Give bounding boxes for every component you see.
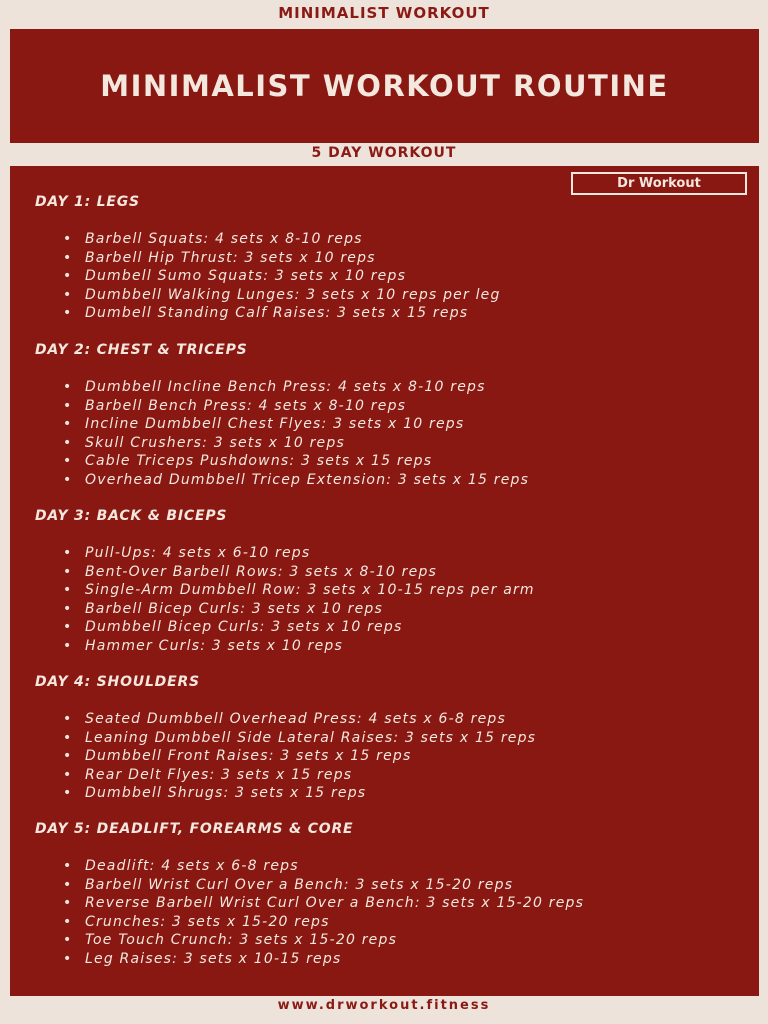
list-item: • Toe Touch Crunch: 3 sets x 15-20 reps	[35, 931, 735, 950]
day-2-section	[35, 341, 735, 489]
day-heading: DAY 5: DEADLIFT, FOREARMS & CORE	[35, 821, 354, 837]
top-label: MINIMALIST WORKOUT	[278, 4, 490, 22]
list-item: • Dumbbell Incline Bench Press: 4 sets x 8-10 reps	[35, 378, 735, 397]
list-item: • Dumbell Sumo Squats: 3 sets x 10 reps	[35, 267, 735, 286]
list-item: • Single-Arm Dumbbell Row: 3 sets x 10-15 reps per arm	[35, 581, 735, 600]
list-item: • Seated Dumbbell Overhead Press: 4 sets x 6-8 reps	[35, 710, 735, 729]
day-1-section	[35, 193, 735, 323]
list-item: • Leaning Dumbbell Side Lateral Raises: 3 sets x 15 reps	[35, 729, 735, 748]
day-heading: DAY 4: SHOULDERS	[35, 674, 200, 690]
list-item: • Leg Raises: 3 sets x 10-15 reps	[35, 950, 735, 969]
list-item: • Dumbbell Bicep Curls: 3 sets x 10 reps	[35, 618, 735, 637]
list-item: • Dumbbell Shrugs: 3 sets x 15 reps	[35, 784, 735, 803]
website-footer: www.drworkout.fitness	[277, 998, 491, 1013]
list-item: • Pull-Ups: 4 sets x 6-10 reps	[35, 544, 735, 563]
day-3-section	[35, 507, 735, 655]
exercise-list	[35, 710, 735, 803]
list-item: • Barbell Bench Press: 4 sets x 8-10 reps	[35, 397, 735, 416]
page-title: MINIMALIST WORKOUT ROUTINE	[100, 68, 669, 103]
brand-badge: Dr Workout	[571, 172, 747, 195]
list-item: • Reverse Barbell Wrist Curl Over a Bench: 3 sets x 15-20 reps	[35, 894, 735, 913]
list-item: • Crunches: 3 sets x 15-20 reps	[35, 913, 735, 932]
list-item: • Rear Delt Flyes: 3 sets x 15 reps	[35, 766, 735, 785]
day-heading: DAY 1: LEGS	[35, 194, 140, 210]
list-item: • Barbell Squats: 4 sets x 8-10 reps	[35, 230, 735, 249]
day-heading: DAY 2: CHEST & TRICEPS	[35, 342, 248, 358]
list-item: • Dumbell Standing Calf Raises: 3 sets x 15 reps	[35, 304, 735, 323]
list-item: • Barbell Wrist Curl Over a Bench: 3 sets x 15-20 reps	[35, 876, 735, 895]
exercise-list	[35, 230, 735, 323]
exercise-list	[35, 544, 735, 655]
exercise-list	[35, 857, 735, 968]
list-item: • Skull Crushers: 3 sets x 10 reps	[35, 434, 735, 453]
list-item: • Cable Triceps Pushdowns: 3 sets x 15 reps	[35, 452, 735, 471]
list-item: • Barbell Hip Thrust: 3 sets x 10 reps	[35, 249, 735, 268]
day-4-section	[35, 673, 735, 803]
exercise-list	[35, 378, 735, 489]
list-item: • Dumbbell Walking Lunges: 3 sets x 10 reps per leg	[35, 286, 735, 305]
list-item: • Barbell Bicep Curls: 3 sets x 10 reps	[35, 600, 735, 619]
title-panel	[10, 29, 759, 143]
list-item: • Dumbbell Front Raises: 3 sets x 15 reps	[35, 747, 735, 766]
day-5-section	[35, 820, 735, 968]
list-item: • Overhead Dumbbell Tricep Extension: 3 sets x 15 reps	[35, 471, 735, 490]
subtitle: 5 DAY WORKOUT	[311, 145, 457, 161]
list-item: • Deadlift: 4 sets x 6-8 reps	[35, 857, 735, 876]
list-item: • Hammer Curls: 3 sets x 10 reps	[35, 637, 735, 656]
day-heading: DAY 3: BACK & BICEPS	[35, 508, 228, 524]
workout-panel	[10, 166, 759, 996]
list-item: • Bent-Over Barbell Rows: 3 sets x 8-10 reps	[35, 563, 735, 582]
list-item: • Incline Dumbbell Chest Flyes: 3 sets x 10 reps	[35, 415, 735, 434]
